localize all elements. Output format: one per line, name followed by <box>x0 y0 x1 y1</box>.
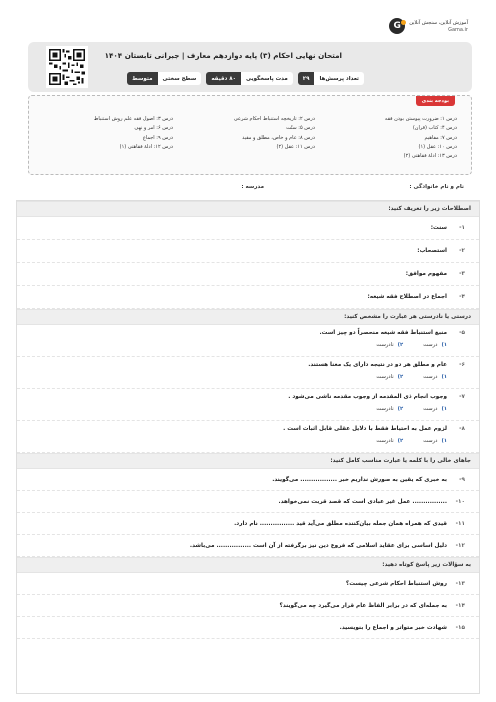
section-short-answer-title: به سؤالات زیر پاسخ کوتاه دهید: <box>17 557 479 573</box>
option-false[interactable] <box>376 406 403 412</box>
duration-chip <box>206 72 292 85</box>
question <box>17 573 479 595</box>
option-false[interactable] <box>376 342 403 348</box>
chip-key: تعداد پرسش‌ها <box>314 72 364 85</box>
qr-code-icon[interactable] <box>46 46 88 88</box>
topic-item: درس ۵: سنّت <box>286 125 315 132</box>
question <box>17 263 479 286</box>
question <box>17 240 479 263</box>
topic-item: درس ۱۰: عقل (۱) <box>418 143 457 150</box>
topic-item: درس ۲: تاریخچه استنباط احکام شرعی <box>233 116 315 122</box>
option-label: نادرست <box>376 406 394 412</box>
topic-item: درس ۳: اصول فقه علم روش استنباط <box>93 116 173 122</box>
question-number: ۱۵- <box>455 624 465 631</box>
topic-item: درس ۹: اجماع <box>142 134 173 141</box>
question-text: ................ عمل غیر عبادی است که قصد قربت نمی‌خواهد. <box>278 498 447 505</box>
exam-content <box>16 200 480 694</box>
option-number: ۲) <box>397 342 404 348</box>
tf-question <box>17 389 479 421</box>
chip-value: ۲۹ <box>298 72 315 85</box>
question <box>17 617 479 639</box>
name-label: نام و نام خانوادگی : <box>409 184 464 190</box>
brand-url[interactable]: Gama.ir <box>448 26 468 33</box>
exam-title: امتحان نهایی احکام (۳) پایه دوازدهم معارف | جبرانی تابستان ۱۴۰۴ <box>104 51 342 60</box>
question-number: ۸- <box>459 426 465 432</box>
question-text: به خبری که یقین به صورش نداریم خبر ................. می‌گویند. <box>272 476 447 483</box>
exam-meta <box>127 72 364 85</box>
option-number: ۱) <box>441 374 447 380</box>
question <box>17 469 479 491</box>
chip-value: متوسط <box>127 72 157 85</box>
question-number: ۱۲- <box>455 542 465 549</box>
brand-name: آموزش آنلاین، سنجش آنلاین <box>409 19 468 26</box>
question-text: شهادت خبر متواتر و اجماع را بنویسید. <box>339 624 447 631</box>
question-number: ۱- <box>459 225 465 231</box>
question <box>17 491 479 513</box>
question-text: استصحاب: <box>417 248 447 254</box>
option-label: درست <box>423 438 438 444</box>
student-ident <box>28 184 464 194</box>
question-number: ۶- <box>459 362 465 368</box>
question-number: ۱۴- <box>455 602 465 609</box>
question-number: ۲- <box>459 248 465 254</box>
exam-header <box>28 42 472 92</box>
topics-box <box>28 95 472 175</box>
option-number: ۲) <box>397 438 404 444</box>
question-number: ۱۳- <box>455 580 465 587</box>
option-number: ۲) <box>397 406 404 412</box>
option-label: نادرست <box>376 438 394 444</box>
question-text: دلیل اساسی برای عقاید اسلامی که فروع دین نیز برگرفته از آن است ................ می‌باشد. <box>189 542 447 549</box>
option-false[interactable] <box>376 438 403 444</box>
chip-key: سطح سختی <box>158 72 202 85</box>
section-fill-blank-title: جاهای خالی را با کلمه یا عبارت مناسب کامل کنید: <box>17 453 479 469</box>
question-number: ۱۱- <box>455 520 465 527</box>
school-label: مدرسه : <box>241 184 264 190</box>
question-number: ۷- <box>459 394 465 400</box>
option-number: ۲) <box>397 374 404 380</box>
question-text: قیدی که همراه همان جمله بیان‌کننده مطلق می‌آید قید ................ نام دارد. <box>234 520 447 527</box>
topics-badge: بودجه بندی <box>416 96 455 106</box>
section-definitions-title: اصطلاحات زیر را تعریف کنید: <box>17 201 479 217</box>
question-text: مفهوم موافق: <box>405 271 447 277</box>
question <box>17 217 479 240</box>
question-number: ۳- <box>459 271 465 277</box>
option-number: ۱) <box>441 438 447 444</box>
option-true[interactable] <box>423 438 447 444</box>
gama-logo-icon: G <box>389 18 405 34</box>
brand[interactable] <box>389 18 468 34</box>
question-text: سنت: <box>430 225 447 231</box>
option-true[interactable] <box>423 406 447 412</box>
option-number: ۱) <box>441 342 447 348</box>
question <box>17 513 479 535</box>
question-number: ۴- <box>459 294 465 300</box>
question <box>17 286 479 309</box>
question-text: اجماع در اصطلاح فقه شیعه: <box>367 294 447 300</box>
difficulty-chip <box>127 72 201 85</box>
option-label: درست <box>423 342 438 348</box>
topic-item: درس ۱: ضرورت پیوستن بودن فقه <box>384 116 457 122</box>
question-number: ۹- <box>459 476 465 483</box>
option-false[interactable] <box>376 374 403 380</box>
question <box>17 595 479 617</box>
question-text: لزوم عمل به احتیاط فقط با دلایل عقلی قابل اثبات است . <box>283 426 447 432</box>
topic-item: درس ۱۳: ادلّهٔ فقاهتی (۲) <box>403 153 457 160</box>
tf-question <box>17 325 479 357</box>
brand-text-block <box>409 20 468 33</box>
option-label: درست <box>423 374 438 380</box>
question-text: به جمله‌ای که در برابر الفاظ عام قرار می‌گیرد چه می‌گویند؟ <box>279 602 447 609</box>
topic-item: درس ۱۲: ادلّهٔ فقاهتی (۱) <box>119 143 173 150</box>
option-true[interactable] <box>423 374 447 380</box>
option-true[interactable] <box>423 342 447 348</box>
question <box>17 535 479 557</box>
question-number: ۱۰- <box>455 498 465 505</box>
topics-list <box>41 116 457 159</box>
question-text: وجوب انجام ذی المقدمه از وجوب مقدمه ناشی می‌شود . <box>288 394 447 400</box>
option-label: نادرست <box>376 374 394 380</box>
chip-key: مدت پاسخگویی <box>241 72 293 85</box>
topic-item: درس ۶: امر و نهی <box>134 125 173 132</box>
topic-item: درس ۱۱: عقل (۲) <box>276 143 315 150</box>
question-number: ۵- <box>459 330 465 336</box>
topic-item: درس ۷: مفاهیم <box>424 134 457 141</box>
question-count-chip <box>298 72 364 85</box>
tf-question <box>17 421 479 453</box>
question-text: عام و مطلق هر دو در نتیجه دارای یک معنا هستند. <box>308 362 447 368</box>
question-text: روش استنباط احکام شرعی چیست؟ <box>345 580 447 587</box>
option-number: ۱) <box>441 406 447 412</box>
option-label: درست <box>423 406 438 412</box>
topic-item: درس ۴: کتاب (قرآن) <box>412 125 457 132</box>
question-text: منبع استنباط فقه شیعه منحصراً دو چیز است. <box>319 330 447 336</box>
chip-value: ۸۰ دقیقه <box>206 72 241 85</box>
tf-question <box>17 357 479 389</box>
topic-item: درس ۸: عام و خاص، مطلق و مقید <box>242 134 315 141</box>
option-label: نادرست <box>376 342 394 348</box>
section-true-false-title: درستی یا نادرستی هر عبارت را مشخص کنید: <box>17 309 479 325</box>
